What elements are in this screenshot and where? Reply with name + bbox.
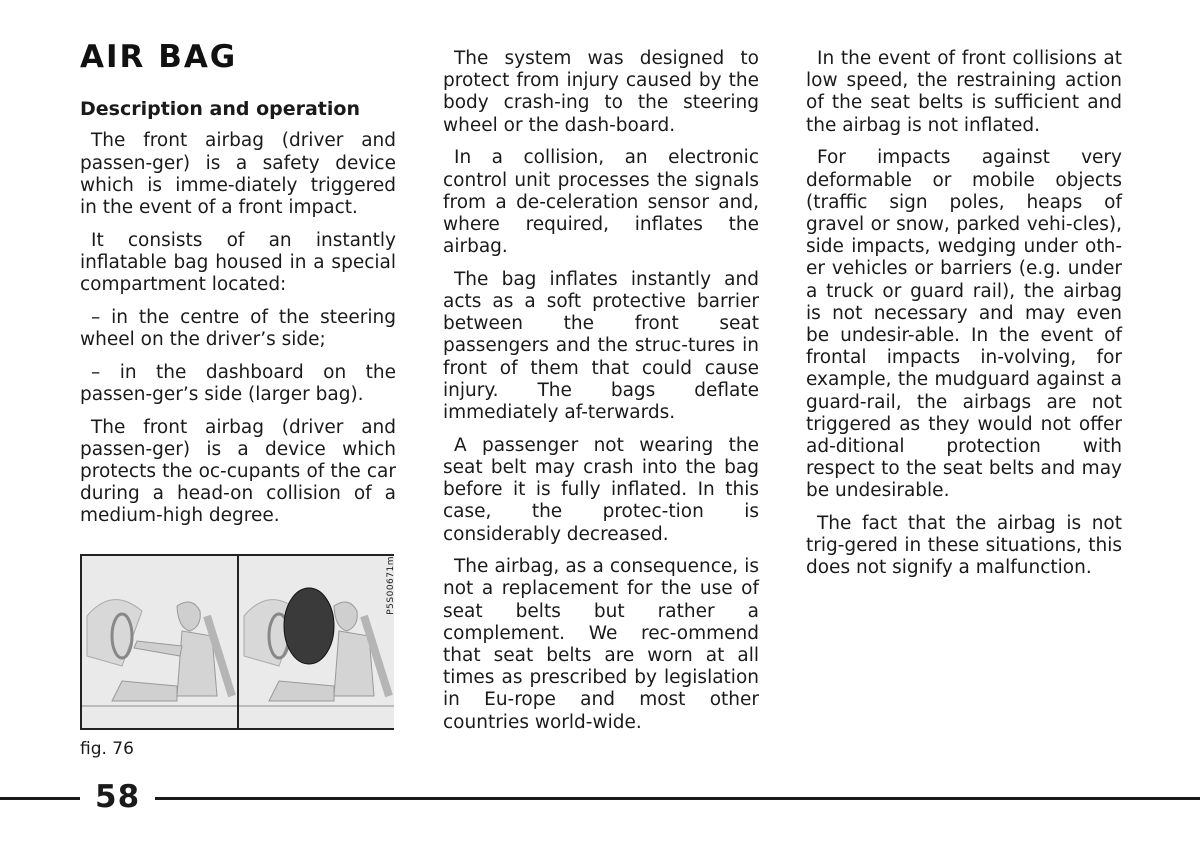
- paragraph: The airbag, as a consequence, is not a replacement for the use of seat belts but rather a complement. We rec-ommend that seat belts are worn at all times as prescribed by legislation in Eu-rope and most other countries world-wide.: [443, 556, 759, 733]
- paragraph: The front airbag (driver and passen-ger) is a safety device which is imme-diately triggered in the event of a front impact.: [80, 130, 396, 219]
- subheading: Description and operation: [80, 98, 360, 121]
- paragraph: The bag inflates instantly and acts as a soft protective barrier between the front seat passengers and the struc-tures in front of them that could cause injury. The bags deflate immediately af-terwards.: [443, 268, 759, 424]
- section-title: AIR BAG: [80, 39, 238, 75]
- footer-rule-right: [155, 797, 1200, 800]
- paragraph: It consists of an instantly inflatable bag housed in a special compartment located:: [80, 229, 396, 296]
- illustration-panel-inflated: [239, 556, 394, 728]
- page-number: 58: [95, 779, 141, 815]
- paragraph: The system was designed to protect from injury caused by the body crash-ing to the steering wheel or the dash-board.: [443, 48, 759, 136]
- illustration-panel-before: [82, 556, 239, 728]
- paragraph: In a collision, an electronic control unit processes the signals from a de-celeration sensor and, where required, inflates the airbag.: [443, 147, 759, 258]
- paragraph: The fact that the airbag is not trig-gered in these situations, this does not signify a malfunction.: [806, 513, 1122, 579]
- paragraph: – in the dashboard on the passen-ger’s side (larger bag).: [80, 361, 396, 405]
- column-2: [443, 48, 759, 744]
- column-1: [80, 39, 396, 538]
- paragraph: A passenger not wearing the seat belt may crash into the bag before it is fully inflated. In this case, the protec-tion is considerably decreased.: [443, 434, 759, 545]
- paragraph: For impacts against very deformable or mobile objects (traffic sign poles, heaps of gravel or snow, parked vehi-cles), side impacts, wedging under oth-er vehicles or barriers (e.g. under a truck or guard rail), the airbag is not necessary and may even be undesir-able. In the event of frontal impacts in-volving, for example, the mudguard against a guard-rail, the airbags are not triggered as they would not offer ad-ditional protection with respect to the seat belts and may be undesirable.: [806, 147, 1122, 502]
- airbag-illustration: [80, 554, 394, 730]
- figure-caption: fig. 76: [80, 739, 134, 759]
- paragraph: The front airbag (driver and passen-ger) is a device which protects the oc-cupants of the car during a head-on collision of a medium-high degree.: [80, 416, 396, 527]
- figure-code: P5S00671m: [386, 556, 396, 615]
- footer-rule-left: [0, 797, 80, 800]
- column-3: [806, 48, 1122, 590]
- paragraph: In the event of front collisions at low speed, the restraining action of the seat belts is sufficient and the airbag is not inflated.: [806, 48, 1122, 136]
- paragraph: – in the centre of the steering wheel on the driver’s side;: [80, 306, 396, 351]
